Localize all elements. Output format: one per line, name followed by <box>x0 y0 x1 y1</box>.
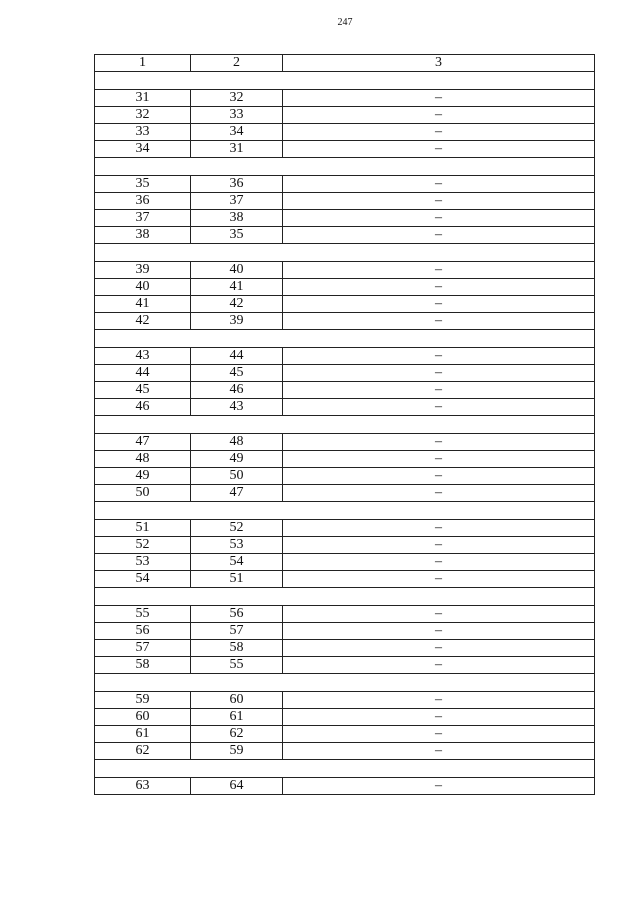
table-row <box>95 520 595 537</box>
table-cell-col-2: 54 <box>191 554 283 571</box>
table-cell-col-1: 39 <box>95 262 191 279</box>
table-cell-col-1: 60 <box>95 709 191 726</box>
group-separator-cell <box>95 588 595 606</box>
table-cell-col-3: – <box>283 279 595 296</box>
group-separator-row <box>95 158 595 176</box>
table-cell-col-1: 41 <box>95 296 191 313</box>
table-cell-col-2: 43 <box>191 399 283 416</box>
table-row <box>95 657 595 674</box>
table-cell-col-1: 52 <box>95 537 191 554</box>
table-cell-col-3: – <box>283 141 595 158</box>
group-separator-cell <box>95 72 595 90</box>
table-cell-col-3: – <box>283 365 595 382</box>
table-cell-col-1: 49 <box>95 468 191 485</box>
table-cell-col-2: 51 <box>191 571 283 588</box>
group-separator-row <box>95 760 595 778</box>
table-cell-col-2: 59 <box>191 743 283 760</box>
table-row <box>95 262 595 279</box>
table-row <box>95 537 595 554</box>
table-cell-col-2: 55 <box>191 657 283 674</box>
table-row <box>95 778 595 795</box>
table-cell-col-1: 38 <box>95 227 191 244</box>
table-cell-col-1: 57 <box>95 640 191 657</box>
table-cell-col-2: 52 <box>191 520 283 537</box>
table-row <box>95 726 595 743</box>
group-separator-row <box>95 244 595 262</box>
table-cell-col-3: – <box>283 606 595 623</box>
data-table <box>94 54 595 795</box>
table-cell-col-2: 31 <box>191 141 283 158</box>
table-row <box>95 90 595 107</box>
table-cell-col-3: – <box>283 657 595 674</box>
table-cell-col-1: 51 <box>95 520 191 537</box>
table-cell-col-1: 32 <box>95 107 191 124</box>
table-row <box>95 193 595 210</box>
table-cell-col-3: – <box>283 520 595 537</box>
table-cell-col-1: 31 <box>95 90 191 107</box>
table-cell-col-1: 58 <box>95 657 191 674</box>
table-cell-col-3: – <box>283 124 595 141</box>
table-row <box>95 124 595 141</box>
group-separator-row <box>95 416 595 434</box>
table-row <box>95 313 595 330</box>
table-cell-col-2: 46 <box>191 382 283 399</box>
group-separator-cell <box>95 244 595 262</box>
table-row <box>95 640 595 657</box>
table-cell-col-1: 59 <box>95 692 191 709</box>
table-cell-col-3: – <box>283 640 595 657</box>
table-row <box>95 107 595 124</box>
table-cell-col-2: 57 <box>191 623 283 640</box>
table-row <box>95 451 595 468</box>
table-cell-col-2: 42 <box>191 296 283 313</box>
table-cell-col-3: – <box>283 262 595 279</box>
page-number-text: 247 <box>337 17 353 28</box>
table-cell-col-3: – <box>283 313 595 330</box>
table-cell-col-2: 32 <box>191 90 283 107</box>
table-row <box>95 365 595 382</box>
table-cell-col-1: 63 <box>95 778 191 795</box>
table-header-row <box>95 55 595 72</box>
table-cell-col-3: – <box>283 296 595 313</box>
table-cell-col-1: 37 <box>95 210 191 227</box>
table-cell-col-3: – <box>283 399 595 416</box>
table-cell-col-1: 48 <box>95 451 191 468</box>
table-cell-col-1: 42 <box>95 313 191 330</box>
table-cell-col-1: 61 <box>95 726 191 743</box>
table-row <box>95 141 595 158</box>
table-row <box>95 743 595 760</box>
table-row <box>95 571 595 588</box>
table-row <box>95 176 595 193</box>
group-separator-cell <box>95 416 595 434</box>
table-cell-col-1: 34 <box>95 141 191 158</box>
table-cell-col-1: 47 <box>95 434 191 451</box>
table-cell-col-2: 41 <box>191 279 283 296</box>
table-row <box>95 606 595 623</box>
table-cell-col-3: – <box>283 571 595 588</box>
table-cell-col-2: 50 <box>191 468 283 485</box>
group-separator-cell <box>95 158 595 176</box>
table-cell-col-3: – <box>283 537 595 554</box>
table-cell-col-1: 62 <box>95 743 191 760</box>
table-cell-col-3: – <box>283 468 595 485</box>
table-cell-col-3: – <box>283 451 595 468</box>
column-header-2: 2 <box>191 55 283 72</box>
table-cell-col-3: – <box>283 348 595 365</box>
table-cell-col-3: – <box>283 743 595 760</box>
table-cell-col-1: 43 <box>95 348 191 365</box>
table-row <box>95 399 595 416</box>
table-cell-col-2: 44 <box>191 348 283 365</box>
column-header-3: 3 <box>283 55 595 72</box>
table-row <box>95 434 595 451</box>
table-cell-col-1: 56 <box>95 623 191 640</box>
table-cell-col-1: 33 <box>95 124 191 141</box>
table-cell-col-3: – <box>283 778 595 795</box>
table-cell-col-2: 58 <box>191 640 283 657</box>
table-cell-col-3: – <box>283 193 595 210</box>
table-row <box>95 348 595 365</box>
group-separator-row <box>95 330 595 348</box>
table-cell-col-2: 40 <box>191 262 283 279</box>
table-cell-col-3: – <box>283 485 595 502</box>
table-row <box>95 382 595 399</box>
group-separator-cell <box>95 502 595 520</box>
table-cell-col-3: – <box>283 107 595 124</box>
table-row <box>95 210 595 227</box>
table-cell-col-2: 35 <box>191 227 283 244</box>
table-cell-col-3: – <box>283 90 595 107</box>
table-row <box>95 296 595 313</box>
table-cell-col-2: 64 <box>191 778 283 795</box>
table-cell-col-2: 60 <box>191 692 283 709</box>
group-separator-row <box>95 72 595 90</box>
table-cell-col-2: 39 <box>191 313 283 330</box>
table-cell-col-1: 36 <box>95 193 191 210</box>
table-cell-col-3: – <box>283 434 595 451</box>
group-separator-cell <box>95 330 595 348</box>
table-cell-col-2: 53 <box>191 537 283 554</box>
table-cell-col-1: 50 <box>95 485 191 502</box>
table-cell-col-2: 56 <box>191 606 283 623</box>
table-body <box>95 55 595 795</box>
table-cell-col-2: 38 <box>191 210 283 227</box>
group-separator-cell <box>95 760 595 778</box>
table-cell-col-2: 37 <box>191 193 283 210</box>
table-row <box>95 279 595 296</box>
table-cell-col-1: 35 <box>95 176 191 193</box>
table-row <box>95 468 595 485</box>
table-cell-col-2: 45 <box>191 365 283 382</box>
table-cell-col-3: – <box>283 692 595 709</box>
table-row <box>95 485 595 502</box>
table-cell-col-2: 47 <box>191 485 283 502</box>
table-cell-col-2: 49 <box>191 451 283 468</box>
table-row <box>95 709 595 726</box>
table-cell-col-3: – <box>283 227 595 244</box>
group-separator-cell <box>95 674 595 692</box>
table-cell-col-1: 45 <box>95 382 191 399</box>
table-cell-col-3: – <box>283 726 595 743</box>
column-header-1: 1 <box>95 55 191 72</box>
table-row <box>95 623 595 640</box>
table-cell-col-3: – <box>283 623 595 640</box>
table-row <box>95 692 595 709</box>
table-cell-col-2: 48 <box>191 434 283 451</box>
table-cell-col-3: – <box>283 554 595 571</box>
table-cell-col-2: 62 <box>191 726 283 743</box>
group-separator-row <box>95 588 595 606</box>
table-row <box>95 227 595 244</box>
table-cell-col-1: 53 <box>95 554 191 571</box>
table-cell-col-3: – <box>283 382 595 399</box>
table-cell-col-3: – <box>283 176 595 193</box>
table-cell-col-2: 34 <box>191 124 283 141</box>
table-cell-col-1: 44 <box>95 365 191 382</box>
group-separator-row <box>95 502 595 520</box>
table-cell-col-2: 61 <box>191 709 283 726</box>
table-cell-col-1: 55 <box>95 606 191 623</box>
table-row <box>95 554 595 571</box>
table-cell-col-2: 33 <box>191 107 283 124</box>
table-cell-col-1: 54 <box>95 571 191 588</box>
table-cell-col-3: – <box>283 709 595 726</box>
table-cell-col-3: – <box>283 210 595 227</box>
table-cell-col-2: 36 <box>191 176 283 193</box>
page-number <box>0 17 640 28</box>
table-cell-col-1: 40 <box>95 279 191 296</box>
table-cell-col-1: 46 <box>95 399 191 416</box>
group-separator-row <box>95 674 595 692</box>
